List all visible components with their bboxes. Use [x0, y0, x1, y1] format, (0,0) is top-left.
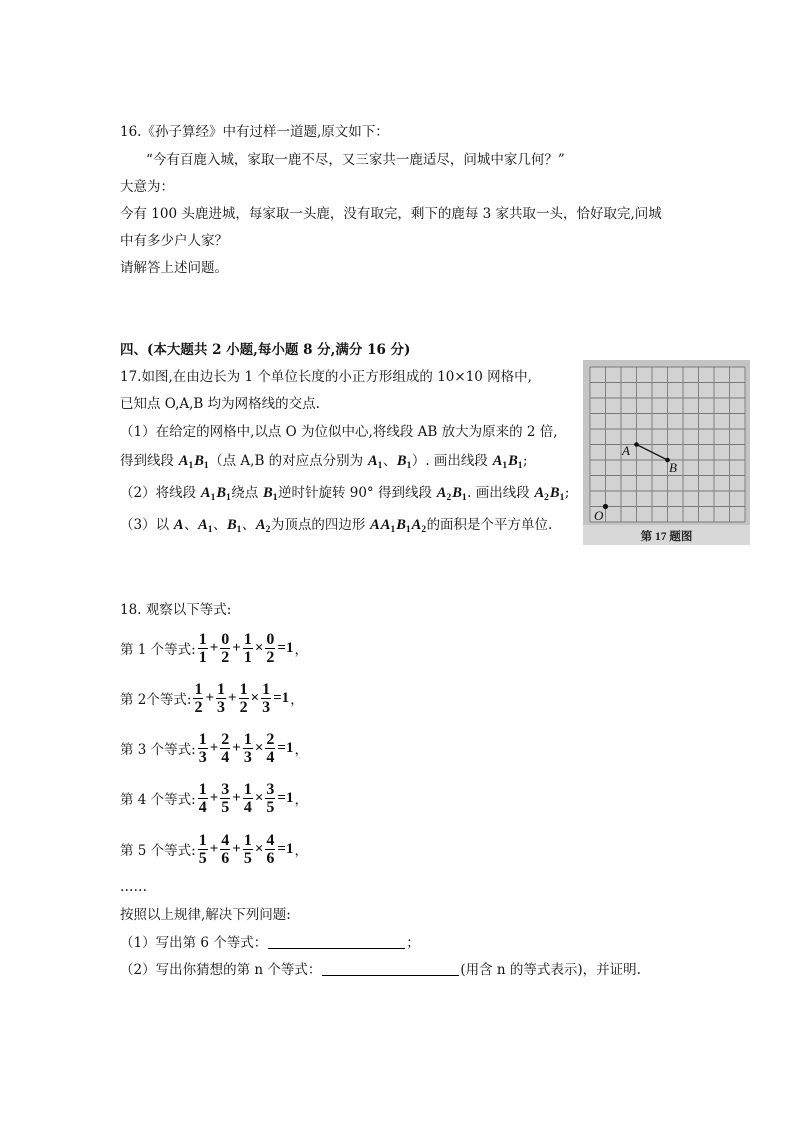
- q16-title: 16.《孙子算经》中有过样一道题,原文如下：: [120, 124, 389, 140]
- math-symbol: [550, 485, 564, 501]
- text-run: 、: [212, 517, 227, 533]
- fraction: [265, 781, 275, 816]
- math-symbol: [534, 485, 548, 501]
- math-letter: A: [173, 517, 184, 533]
- math-letter: B: [263, 485, 273, 501]
- denominator: 2: [194, 698, 203, 716]
- equation-label: 第 3 个等式:: [120, 742, 196, 758]
- q18-title: 18. 观察以下等式:: [120, 602, 232, 618]
- numerator: 0: [221, 630, 230, 648]
- math-letter: B: [508, 453, 518, 469]
- equation-expression: [197, 781, 295, 816]
- equation-expression: [197, 631, 295, 666]
- point-a: [634, 442, 639, 447]
- denominator: 5: [243, 849, 252, 867]
- equation-2: [120, 678, 304, 718]
- denominator: 4: [243, 798, 252, 816]
- text-run: 得到线段: [120, 453, 179, 469]
- math-subscript: 1: [502, 461, 508, 471]
- part-1-suffix: ；: [406, 935, 420, 951]
- operator: =1: [277, 840, 294, 857]
- operator: =1: [277, 789, 294, 806]
- operator: ×: [254, 789, 264, 806]
- math-symbol: [201, 485, 215, 501]
- math-letter: A: [370, 517, 380, 533]
- denominator: 5: [198, 849, 207, 867]
- math-letter: A: [198, 517, 208, 533]
- fraction: [261, 681, 271, 716]
- math-symbol: [396, 517, 410, 533]
- math-symbol: [508, 453, 522, 469]
- q16-quote: “今有百鹿入城，家取一鹿不尽，又三家共一鹿适尽，问城中家几何？”: [146, 152, 565, 168]
- math-letter: A: [367, 453, 378, 469]
- numerator: 1: [198, 831, 207, 849]
- math-letter: B: [549, 485, 560, 501]
- label-o: O: [594, 508, 604, 523]
- fraction: [216, 681, 226, 716]
- math-subscript: 1: [207, 525, 213, 535]
- q18-rule: 按照以上规律,解决下列问题:: [120, 907, 291, 923]
- fraction: [243, 781, 253, 816]
- math-symbol: [216, 485, 230, 501]
- math-symbol: [381, 517, 395, 533]
- math-letter: A: [411, 517, 422, 533]
- math-symbol: [263, 485, 277, 501]
- denominator: 1: [198, 648, 207, 666]
- denominator: 4: [198, 798, 207, 816]
- fraction: [220, 731, 230, 766]
- math-symbol: [397, 453, 411, 469]
- math-symbol: [174, 517, 184, 533]
- text-run: . 画出线段: [467, 485, 534, 501]
- q17-line-3: [120, 422, 558, 442]
- numerator: 1: [243, 831, 252, 849]
- numerator: 2: [266, 730, 275, 748]
- numerator: 3: [221, 780, 230, 798]
- answer-blank-2: [322, 961, 459, 976]
- math-letter: B: [226, 517, 237, 533]
- operator: +: [232, 789, 241, 806]
- text-run: （2）将线段: [120, 485, 201, 501]
- q17-line-1: [120, 367, 532, 387]
- denominator: 5: [221, 798, 230, 816]
- math-letter: B: [396, 453, 407, 469]
- math-letter: A: [200, 485, 211, 501]
- math-symbol: [412, 517, 426, 533]
- text-run: （1）在给定的网格中,以点 O 为位似中心,将线段 AB 放大为原来的 2 倍,: [120, 424, 558, 440]
- math-letter: A: [492, 453, 503, 469]
- operator: =1: [277, 739, 294, 756]
- fraction: [198, 781, 208, 816]
- text-run: 绕点: [231, 485, 263, 501]
- operator: ×: [254, 739, 264, 756]
- text-run: （点 A,B 的对应点分别为: [209, 453, 368, 469]
- numerator: 1: [243, 630, 252, 648]
- fraction: [198, 832, 208, 867]
- math-letter: A: [255, 517, 266, 533]
- equation-3: [120, 728, 308, 768]
- operator: +: [228, 689, 237, 706]
- denominator: 3: [243, 748, 252, 766]
- denominator: 1: [243, 648, 252, 666]
- q17-line-4: [120, 451, 528, 471]
- denominator: 3: [217, 698, 225, 716]
- math-letter: B: [396, 517, 406, 533]
- math-symbol: [179, 453, 193, 469]
- math-symbol: [198, 517, 212, 533]
- q18-part-2: [120, 960, 641, 980]
- math-symbol: [368, 453, 382, 469]
- operator: +: [232, 639, 241, 656]
- math-subscript: 1: [517, 461, 523, 471]
- operator: +: [209, 789, 219, 806]
- numerator: 1: [198, 780, 207, 798]
- operator: =1: [273, 689, 290, 706]
- math-subscript: 1: [377, 461, 383, 471]
- equation-label: 第 4 个等式:: [120, 792, 196, 808]
- math-letter: B: [216, 485, 226, 501]
- q17-line-5: [120, 483, 569, 503]
- equation-1: [120, 628, 308, 668]
- numerator: 1: [262, 680, 271, 698]
- math-letter: A: [534, 485, 545, 501]
- equation-expression: [192, 681, 290, 716]
- math-symbol: [256, 517, 270, 533]
- q18-ellipsis: ……: [120, 879, 147, 895]
- operator: ×: [254, 639, 264, 656]
- text-run: 的面积是个平方单位.: [426, 517, 553, 533]
- denominator: 4: [221, 748, 230, 766]
- math-subscript: 1: [405, 525, 411, 535]
- math-subscript: 1: [236, 525, 242, 535]
- numerator: 1: [198, 730, 207, 748]
- operator: ×: [250, 689, 260, 706]
- text-run: ;: [564, 485, 570, 501]
- denominator: 2: [221, 648, 230, 666]
- fraction: [243, 832, 253, 867]
- operator: +: [232, 840, 241, 857]
- numerator: 3: [266, 780, 275, 798]
- math-subscript: 2: [265, 525, 271, 535]
- math-subscript: 1: [390, 525, 396, 535]
- text-run: ）. 画出线段: [411, 453, 493, 469]
- math-letter: B: [194, 453, 204, 469]
- fraction: [220, 832, 230, 867]
- math-subscript: 2: [421, 525, 427, 535]
- numerator: 1: [194, 680, 203, 698]
- text-run: 、: [382, 453, 397, 469]
- equation-end-punct: ，: [294, 742, 308, 758]
- operator: +: [209, 840, 219, 857]
- equation-end-punct: ，: [294, 642, 308, 658]
- q16-instruction: 请解答上述问题。: [120, 260, 228, 276]
- math-subscript: 1: [210, 493, 216, 503]
- fraction: [198, 631, 208, 666]
- math-subscript: 1: [272, 493, 278, 503]
- math-subscript: 1: [203, 461, 209, 471]
- text-run: 、: [184, 517, 198, 533]
- math-symbol: [437, 485, 451, 501]
- section-heading: 四、(本大题共 2 小题,每小题 8 分,满分 16 分): [120, 342, 411, 358]
- equation-label: 第 1 个等式:: [120, 642, 196, 658]
- math-symbol: [370, 517, 380, 533]
- numerator: 0: [266, 630, 275, 648]
- math-letter: A: [380, 517, 391, 533]
- numerator: 1: [243, 780, 252, 798]
- equation-5: [120, 829, 308, 869]
- math-symbol: [194, 453, 208, 469]
- numerator: 4: [266, 831, 275, 849]
- q17-line-6: [120, 515, 552, 535]
- text-run: 已知点 O,A,B 均为网格线的交点.: [120, 396, 320, 412]
- text-run: 逆时针旋转 90° 得到线段: [277, 485, 437, 501]
- fraction: [243, 731, 253, 766]
- fraction: [193, 681, 203, 716]
- numerator: 4: [221, 831, 230, 849]
- q16-meaning-line-1: 今有 100 头鹿进城，每家取一头鹿，没有取完，剩下的鹿每 3 家共取一头，恰好取完,问城: [120, 206, 662, 222]
- fraction: [239, 681, 249, 716]
- math-subscript: 1: [225, 493, 231, 503]
- q16-meaning-label: 大意为：: [120, 179, 174, 195]
- numerator: 1: [243, 730, 252, 748]
- fraction: [265, 631, 275, 666]
- equation-end-punct: ，: [294, 843, 308, 859]
- figure-caption: 第 17 题图: [640, 531, 693, 543]
- text-run: 为顶点的四边形: [270, 517, 370, 533]
- point-o: [603, 504, 608, 509]
- equation-4: [120, 778, 308, 818]
- numerator: 2: [221, 730, 230, 748]
- math-subscript: 1: [406, 461, 412, 471]
- label-a: A: [622, 443, 630, 458]
- math-symbol: [227, 517, 241, 533]
- math-subscript: 1: [461, 493, 467, 503]
- q17-line-2: [120, 394, 320, 414]
- operator: +: [232, 739, 241, 756]
- equation-expression: [197, 731, 295, 766]
- equation-expression: [197, 832, 295, 867]
- denominator: 6: [221, 849, 230, 867]
- denominator: 5: [266, 798, 275, 816]
- numerator: 1: [217, 680, 225, 698]
- equation-label: 第 5 个等式:: [120, 843, 196, 859]
- operator: ×: [254, 840, 264, 857]
- math-letter: B: [452, 485, 462, 501]
- equation-end-punct: ，: [290, 692, 304, 708]
- answer-blank-1: [268, 934, 405, 949]
- math-letter: A: [436, 485, 447, 501]
- operator: =1: [277, 639, 294, 656]
- math-subscript: 2: [544, 493, 549, 503]
- text-run: ;: [523, 453, 528, 469]
- math-subscript: 1: [188, 461, 194, 471]
- math-symbol: [452, 485, 466, 501]
- denominator: 2: [239, 698, 248, 716]
- operator: +: [209, 739, 219, 756]
- q18-part-1: [120, 933, 420, 953]
- fraction: [198, 731, 208, 766]
- numerator: 1: [198, 630, 207, 648]
- part-1-prefix: （1）写出第 6 个等式：: [120, 935, 268, 951]
- equation-label: 第 2个等式:: [120, 692, 192, 708]
- fraction: [220, 781, 230, 816]
- denominator: 2: [266, 648, 275, 666]
- label-b: B: [669, 460, 677, 475]
- equation-end-punct: ，: [294, 792, 308, 808]
- figure-17-grid: [583, 360, 750, 545]
- fraction: [265, 832, 275, 867]
- text-run: 17.如图,在由边长为 1 个单位长度的小正方形组成的 10×10 网格中,: [120, 369, 532, 385]
- math-letter: A: [178, 453, 189, 469]
- fraction: [220, 631, 230, 666]
- math-symbol: [493, 453, 507, 469]
- denominator: 3: [198, 748, 207, 766]
- operator: +: [205, 689, 214, 706]
- q16-meaning-line-2: 中有多少户人家？: [120, 233, 228, 249]
- denominator: 4: [266, 748, 275, 766]
- denominator: 6: [266, 849, 275, 867]
- part-2-suffix: (用含 n 的等式表示)，并证明.: [460, 962, 641, 978]
- text-run: 、: [241, 517, 256, 533]
- text-run: （3）以: [120, 517, 174, 533]
- numerator: 1: [239, 680, 248, 698]
- fraction: [265, 731, 275, 766]
- math-subscript: 1: [559, 493, 565, 503]
- operator: +: [209, 639, 219, 656]
- denominator: 3: [262, 698, 271, 716]
- fraction: [243, 631, 253, 666]
- math-subscript: 2: [446, 493, 452, 503]
- part-2-prefix: （2）写出你猜想的第 n 个等式：: [120, 962, 322, 978]
